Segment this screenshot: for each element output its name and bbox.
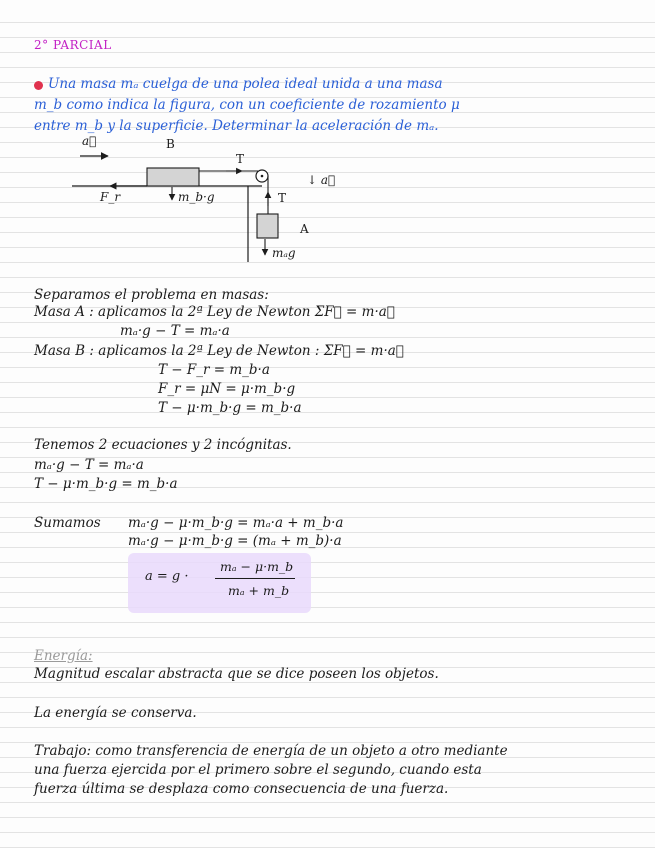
- tension-right-label: T: [278, 191, 287, 205]
- sum-line-2: mₐ·g − μ·m_b·g = (mₐ + m_b)·a: [128, 533, 342, 549]
- block-a-label: A: [300, 222, 309, 236]
- system-line-1: Tenemos 2 ecuaciones y 2 incógnitas.: [34, 437, 292, 453]
- solution-line-7: T − μ·m_b·g = m_b·a: [158, 400, 302, 416]
- accel-down-label: ↓ a⃗: [307, 173, 336, 187]
- work-line-3: fuerza última se desplaza como consecuencia de una fuerza.: [34, 781, 449, 797]
- weight-a-label: mₐg: [272, 246, 296, 260]
- solution-line-1: Separamos el problema en masas:: [34, 287, 269, 303]
- accel-label: a⃗: [82, 134, 97, 148]
- energy-line-1: Magnitud escalar abstracta que se dice poseen los objetos.: [34, 666, 439, 682]
- result-denominator: mₐ + m_b: [228, 583, 290, 598]
- problem-line-2: m_b como indica la figura, con un coeficiente de rozamiento μ: [34, 97, 460, 113]
- system-line-3: T − μ·m_b·g = m_b·a: [34, 476, 178, 492]
- problem-line-1: Una masa mₐ cuelga de una polea ideal unida a una masa: [48, 76, 443, 92]
- solution-line-5: T − F_r = m_b·a: [158, 362, 270, 378]
- work-line-1: Trabajo: como transferencia de energía de un objeto a otro mediante: [34, 743, 508, 759]
- page-title: 2° PARCIAL: [34, 38, 112, 52]
- block-b-label: B: [166, 137, 175, 151]
- result-lhs: a = g ·: [145, 569, 189, 584]
- block-b: [147, 168, 199, 186]
- weight-b-label: m_b·g: [178, 190, 215, 204]
- solution-line-3: mₐ·g − T = mₐ·a: [120, 323, 230, 339]
- sum-line-1: mₐ·g − μ·m_b·g = mₐ·a + m_b·a: [128, 515, 344, 531]
- solution-line-4: Masa B : aplicamos la 2ª Ley de Newton : ΣF⃗ = m·a⃗: [34, 343, 404, 359]
- work-line-2: una fuerza ejercida por el primero sobre el segundo, cuando esta: [34, 762, 482, 778]
- result-formula: [145, 558, 305, 606]
- problem-line-3: entre m_b y la superficie. Determinar la aceleración de mₐ.: [34, 118, 439, 134]
- energy-heading: Energía:: [34, 648, 93, 664]
- tension-top-label: T: [236, 152, 245, 166]
- solution-line-6: F_r = μN = μ·m_b·g: [158, 381, 296, 397]
- friction-label: F_r: [100, 190, 121, 204]
- energy-line-2: La energía se conserva.: [34, 705, 197, 721]
- result-numerator: mₐ − μ·m_b: [220, 559, 294, 574]
- solution-line-2: Masa A : aplicamos la 2ª Ley de Newton ΣF⃗ = m·a⃗: [34, 304, 395, 320]
- system-line-2: mₐ·g − T = mₐ·a: [34, 457, 144, 473]
- block-a: [257, 214, 278, 238]
- fraction-bar: [215, 578, 295, 579]
- sum-label: Sumamos: [34, 515, 101, 531]
